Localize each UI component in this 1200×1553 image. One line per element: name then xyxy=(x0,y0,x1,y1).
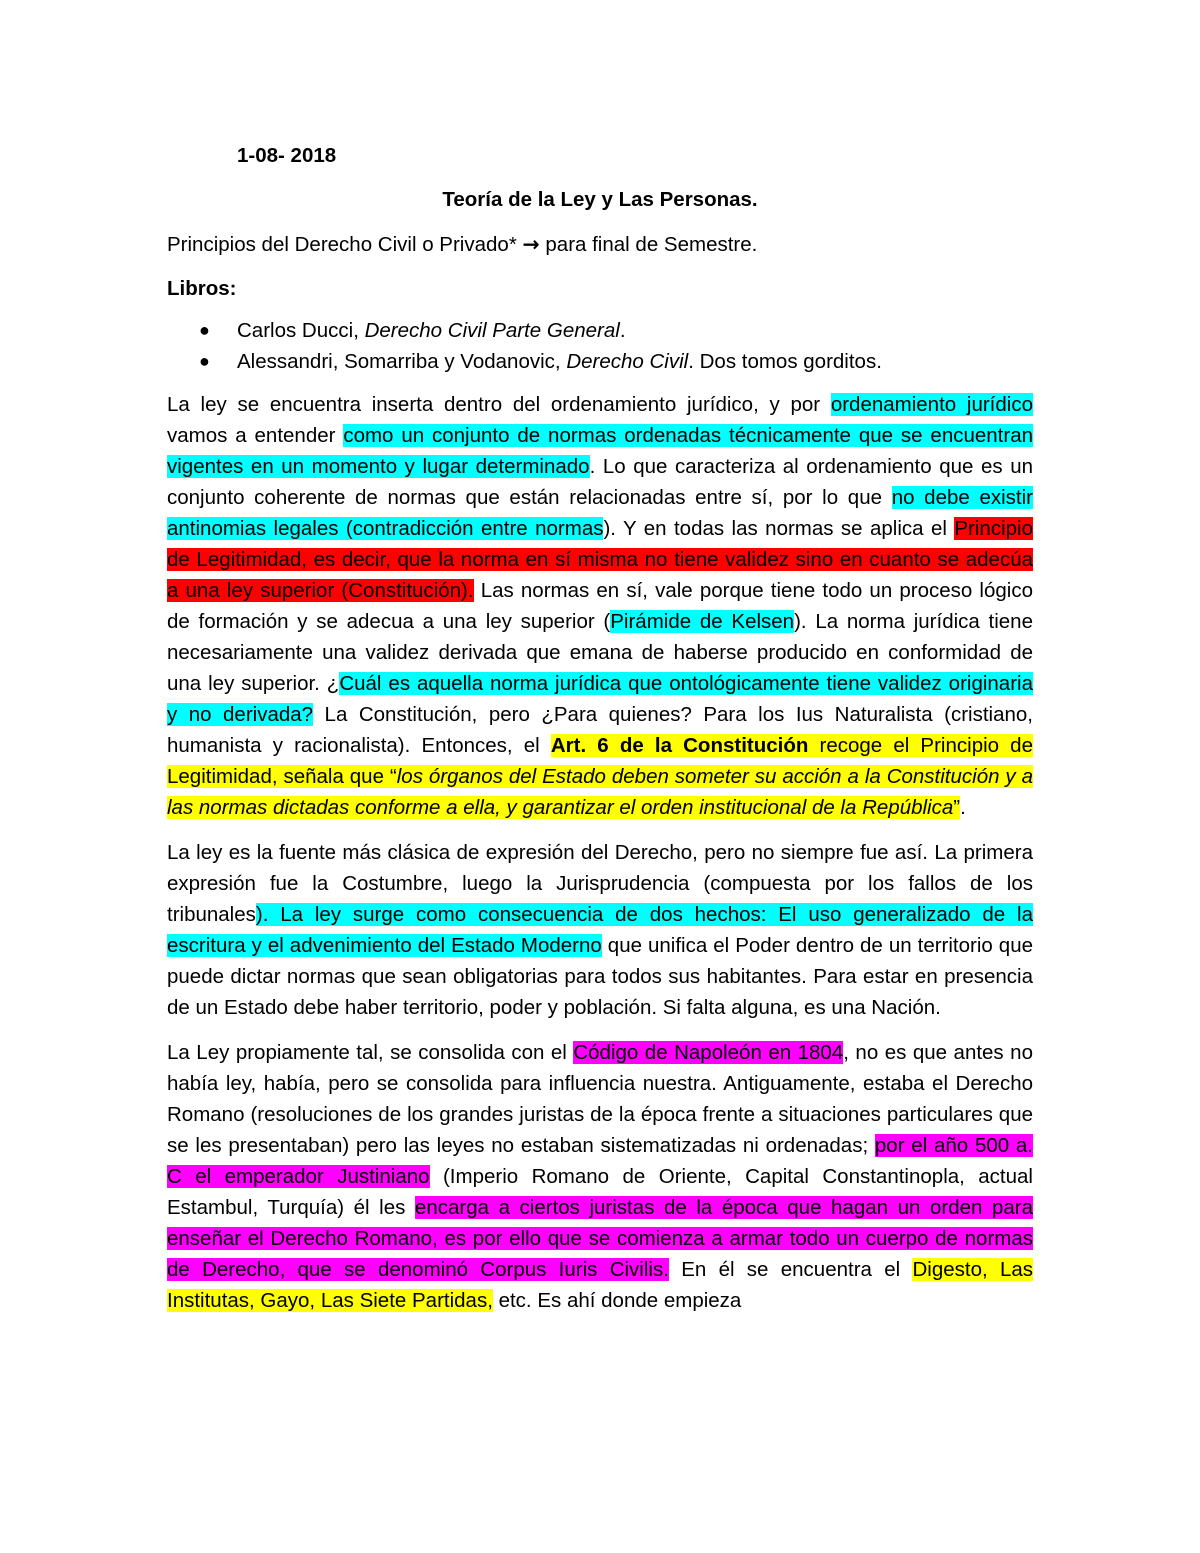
book-title: Derecho Civil Parte General xyxy=(364,319,620,342)
paragraph-ordenamiento xyxy=(167,389,1033,823)
text-run: La ley es la fuente más clásica de expresión del Derecho, pero no siempre fue así. La primera expresión fue la Costumbre, luego la Jurisprudencia (compuesta por los fallos de los tribunales xyxy=(167,841,1033,926)
highlight-yellow: Digesto, Las Institutas, Gayo, Las Siete Partidas, xyxy=(167,1258,1034,1312)
quote-italic: los órganos del Estado deben someter su acción a la Constitución y a las normas dictadas conforme a ella, y garantizar el orden institucional de la República xyxy=(167,765,1033,819)
document-body xyxy=(167,140,1033,1330)
text-run: La Ley propiamente tal, se consolida con el xyxy=(167,1041,574,1064)
bullet-icon: ● xyxy=(199,320,210,340)
highlight-cyan: Cuál es aquella norma jurídica que ontológicamente tiene validez originaria y no derivada? xyxy=(167,672,1033,726)
text-run: , no es que antes no había ley, había, pero se consolida para influencia nuestra. Antiguamente, estaba el Derecho Romano (resoluciones de los grandes juristas de la época frente a situaciones particulares que se les presentaban) pero las leyes no estaban sistematizadas ni ordenadas; xyxy=(167,1041,1033,1157)
text-run: . Lo que caracteriza al ordenamiento que es un conjunto coherente de normas que están relacionadas entre sí, por lo que xyxy=(167,455,1033,509)
list-item xyxy=(167,315,1033,346)
text-run: ). Y en todas las normas se aplica el xyxy=(603,517,955,540)
text-run: etc. Es ahí donde empieza xyxy=(492,1289,742,1312)
highlight-cyan: Pirámide de Kelsen xyxy=(610,610,795,633)
text-run: La ley se encuentra inserta dentro del ordenamiento jurídico, y por xyxy=(167,393,831,416)
paragraph-fuente xyxy=(167,837,1033,1023)
document-date: 1-08- 2018 xyxy=(237,144,337,167)
text-run: que unifica el Poder dentro de un territorio que puede dictar normas que sean obligatorias para todos sus habitantes. Para estar en presencia de un Estado debe haber territorio, poder y población. Si falta alguna, es una Nación. xyxy=(167,934,1034,1019)
highlight-magenta: por el año 500 a. C el emperador Justiniano xyxy=(167,1134,1034,1188)
books-label: Libros: xyxy=(167,277,237,300)
highlight-cyan: como un conjunto de normas ordenadas técnicamente que se encuentran vigentes en un momento y lugar determinado xyxy=(167,424,1034,478)
principles-line xyxy=(167,228,1033,261)
text-run: Las normas en sí, vale porque tiene todo un proceso lógico de formación y se adecua a una ley superior ( xyxy=(167,579,1033,633)
right-arrow-icon: → xyxy=(522,232,540,256)
book-author: Carlos Ducci, xyxy=(237,319,365,342)
principles-tail: para final de Semestre. xyxy=(545,233,758,256)
book-author: Alessandri, Somarriba y Vodanovic, xyxy=(237,350,567,373)
principles-text: Principios del Derecho Civil o Privado* xyxy=(167,233,517,256)
highlight-cyan: ). La ley surge como consecuencia de dos hechos: El uso generalizado de la escritura y el advenimiento del Estado Moderno xyxy=(167,903,1033,957)
book-tail: . xyxy=(619,319,626,342)
highlight-cyan: ordenamiento jurídico xyxy=(830,393,1033,416)
highlight-magenta: Código de Napoleón en 1804 xyxy=(573,1041,844,1064)
paragraph-napoleon xyxy=(167,1037,1033,1316)
text-run: . xyxy=(960,796,966,819)
text-run: ). La norma jurídica tiene necesariamente una validez derivada que emana de haberse producido en conformidad de una ley superior. ¿ xyxy=(167,610,1033,695)
book-title: Derecho Civil xyxy=(566,350,689,373)
text-run: En él se encuentra el xyxy=(668,1258,913,1281)
list-item xyxy=(167,346,1033,377)
document-title: Teoría de la Ley y Las Personas. xyxy=(442,188,758,211)
bullet-icon: ● xyxy=(199,351,210,371)
highlight-cyan: no debe existir antinomias legales (contradicción entre normas xyxy=(167,486,1033,540)
book-tail: . Dos tomos gorditos. xyxy=(688,350,882,373)
text-run: La Constitución, pero ¿Para quienes? Para los Ius Naturalista (cristiano, humanista y racionalista). Entonces, el xyxy=(167,703,1033,757)
text-run: ” xyxy=(953,796,961,819)
highlight-magenta: encarga a ciertos juristas de la época que hagan un orden para enseñar el Derecho Romano, es por ello que se comienza a armar todo un cuerpo de normas de Derecho, que se denominó Corpus Iuris Civilis. xyxy=(167,1196,1033,1281)
bold-run: Art. 6 de la Constitución xyxy=(550,734,809,757)
text-run: recoge el Principio de Legitimidad, señala que “ xyxy=(167,734,1033,788)
text-run: vamos a entender xyxy=(167,424,344,447)
highlight-red: Principio de Legitimidad, es decir, que la norma en sí misma no tiene validez sino en cuanto se adecúa a una ley superior (Constitución). xyxy=(167,517,1033,602)
text-run: (Imperio Romano de Oriente, Capital Constantinopla, actual Estambul, Turquía) él les xyxy=(167,1165,1033,1219)
books-list xyxy=(167,315,1033,377)
